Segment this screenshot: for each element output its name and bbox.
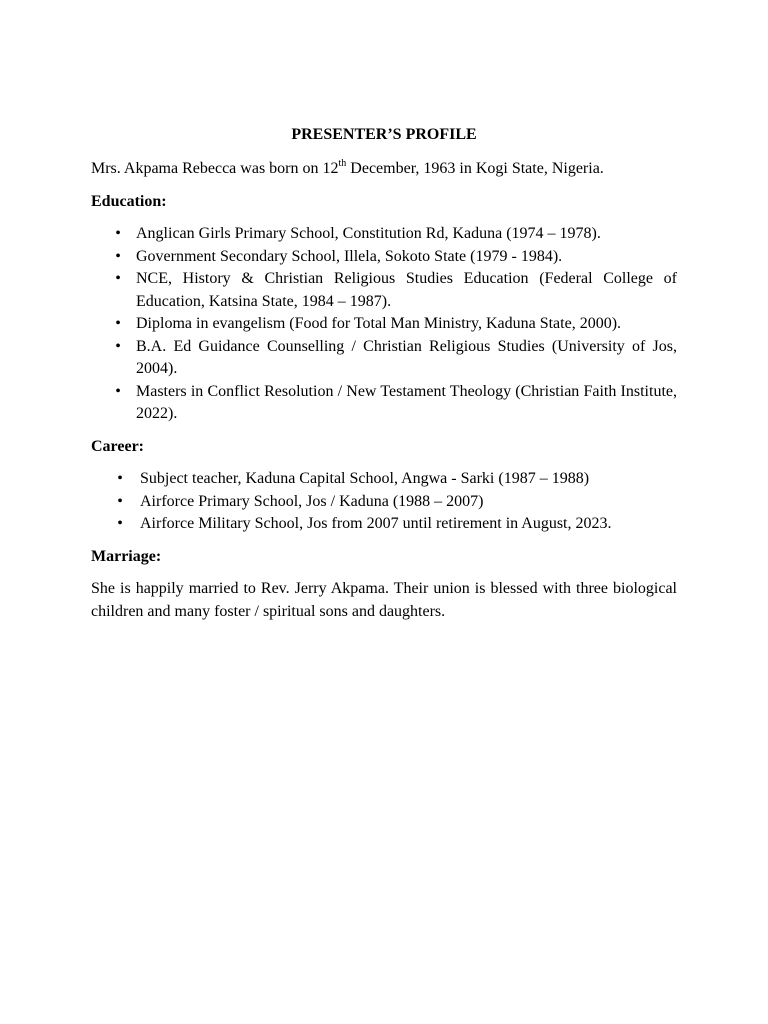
list-item-text: Anglican Girls Primary School, Constitution Rd, Kaduna (1974 – 1978). xyxy=(136,225,601,242)
bullet-icon: • xyxy=(115,315,121,332)
bullet-icon: • xyxy=(115,270,121,287)
list-item xyxy=(91,268,677,313)
bullet-icon: • xyxy=(115,382,121,400)
marriage-heading: Marriage: xyxy=(91,547,162,565)
intro-text-start: Mrs. Akpama Rebecca was born on 12 xyxy=(91,160,339,177)
document-page xyxy=(91,124,677,633)
bullet-icon: • xyxy=(117,470,123,487)
list-item xyxy=(91,513,677,536)
list-item xyxy=(91,468,677,491)
list-item-text: Masters in Conflict Resolution / New Testament Theology (Christian Faith Institute, 2022). xyxy=(136,382,677,422)
list-item-text: Diploma in evangelism (Food for Total Man Ministry, Kaduna State, 2000). xyxy=(136,315,622,332)
list-item-text: Airforce Primary School, Jos / Kaduna (1988 – 2007) xyxy=(140,492,484,510)
list-item-text: Airforce Military School, Jos from 2007 until retirement in August, 2023. xyxy=(140,515,612,532)
list-item-text: B.A. Ed Guidance Counselling / Christian Religious Studies (University of Jos, 2004). xyxy=(136,337,677,377)
list-item xyxy=(91,246,677,269)
intro-superscript: th xyxy=(338,157,347,169)
list-item-text: Government Secondary School, Illela, Sokoto State (1979 - 1984). xyxy=(136,247,563,265)
page-title: PRESENTER’S PROFILE xyxy=(291,126,477,143)
list-item xyxy=(91,491,677,514)
list-item-text: Subject teacher, Kaduna Capital School, Angwa - Sarki (1987 – 1988) xyxy=(140,470,590,487)
bullet-icon: • xyxy=(115,225,121,242)
list-item xyxy=(91,336,677,381)
bullet-icon: • xyxy=(115,337,121,355)
list-item xyxy=(91,313,677,336)
career-heading: Career: xyxy=(91,437,144,455)
intro-paragraph xyxy=(91,158,677,181)
list-item xyxy=(91,223,677,246)
education-list xyxy=(91,223,677,426)
list-item xyxy=(91,381,677,426)
bullet-icon: • xyxy=(117,492,123,510)
list-item-text: NCE, History & Christian Religious Studies Education (Federal College of Education, Katsina State, 1984 – 1987). xyxy=(136,270,677,310)
intro-text-end: December, 1963 in Kogi State, Nigeria. xyxy=(346,160,604,177)
marriage-paragraph: She is happily married to Rev. Jerry Akpama. Their union is blessed with three biological children and many foster / spiritual sons and daughters. xyxy=(91,580,677,620)
bullet-icon: • xyxy=(117,515,123,532)
career-list xyxy=(91,468,677,536)
bullet-icon: • xyxy=(115,247,121,265)
education-heading: Education: xyxy=(91,192,167,210)
